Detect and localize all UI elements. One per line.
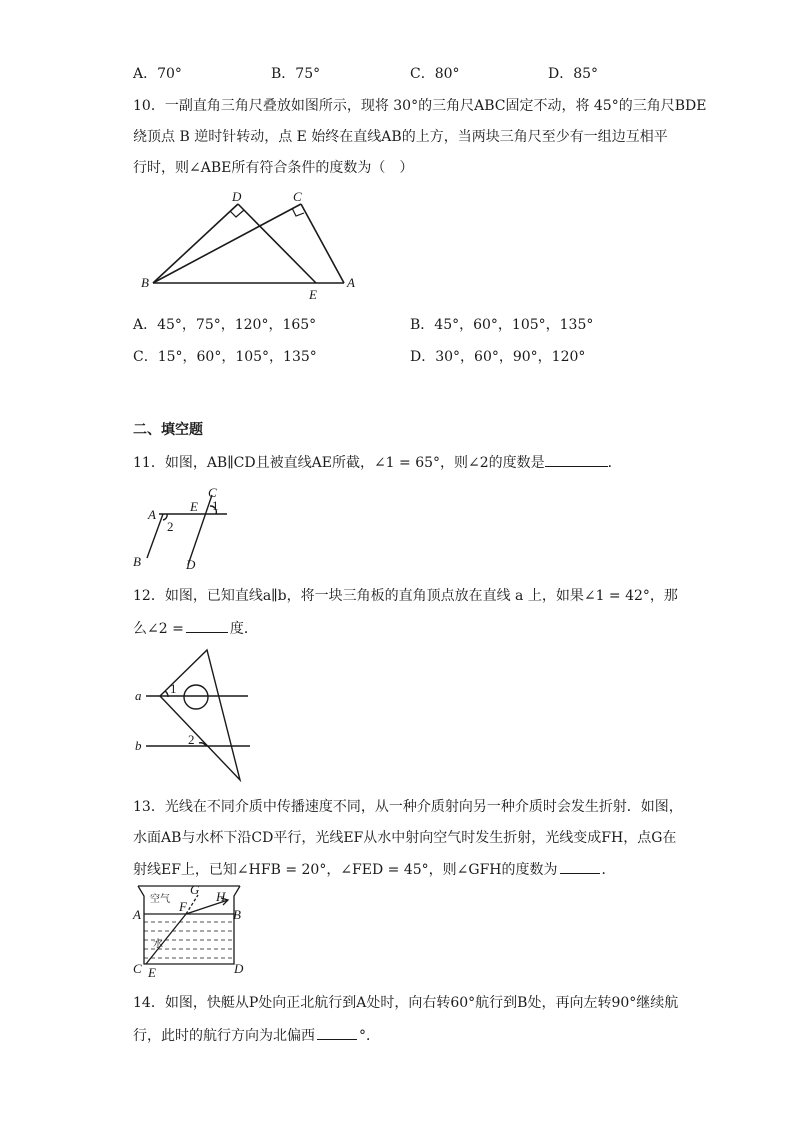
q11-angle-2: 2 [167,519,174,534]
q13-label-h: H [216,889,226,904]
q10-option-a: A．45°，75°，120°，165° [133,317,317,333]
q10-stem-line2: 绕顶点 B 逆时针转动，点 E 始终在直线AB的上方，当两块三角尺至少有一组边互相平 [133,129,668,145]
q10-label-d: D [232,189,242,204]
q13-label-a: A [133,907,141,922]
q10-option-c: C．15°，60°，105°，135° [133,349,317,365]
q10-label-a: A [347,275,355,290]
q11-label-d: D [186,557,196,572]
q12-label-a: a [135,688,142,703]
q10-label-e: E [309,287,317,302]
q11-label-b: B [133,554,141,569]
q11-stem-text: 11．如图，AB∥CD且被直线AE所截，∠1 = 65°，则∠2的度数是 [133,455,545,471]
q11-label-e: E [190,499,198,514]
q9-option-c: C．80° [410,66,460,82]
q12-stem-line1: 12．如图，已知直线a∥b，将一块三角板的直角顶点放在直线 a 上，如果∠1 = 42°，那 [133,588,678,604]
q11-angle-1: 1 [212,498,219,513]
section-heading: 二、填空题 [133,422,203,438]
q13-label-air: 空气 [150,894,170,905]
q9-option-d: D．85° [548,66,599,82]
q12-angle-2: 2 [188,732,195,747]
q13-label-b: B [233,907,241,922]
q12-stem-text: 么∠2 = [133,621,184,637]
q10-stem-line3: 行时，则∠ABE所有符合条件的度数为（ ） [133,160,414,176]
q11-label-a: A [148,507,156,522]
q9-option-a: A．70° [133,66,182,82]
q13-stem-end: ． [601,862,616,878]
q14-stem-line2 [133,1025,380,1046]
q10-stem-line1: 10．一副直角三角尺叠放如图所示，现将 30°的三角尺ABC固定不动，将 45°的三角尺BDE [133,98,707,114]
q13-label-f: F [179,899,187,914]
q13-stem-line1: 13．光线在不同介质中传播速度不同，从一种介质射向另一种介质时会发生折射．如图， [133,799,683,815]
q12-angle-1: 1 [170,681,177,696]
q10-option-d: D．30°，60°，90°，120° [410,349,586,365]
q14-answer-blank[interactable] [317,1025,357,1040]
q10-option-b: B．45°，60°，105°，135° [410,317,594,333]
q13-label-water: 水 [153,939,163,950]
q10-label-c: C [293,189,302,204]
q13-label-g: G [190,882,200,897]
q13-label-c: C [133,961,142,976]
q13-label-e: E [148,965,156,980]
q14-stem-text: 行，此时的航行方向为北偏西 [133,1028,315,1044]
q13-stem-text: 射线EF上，已知∠HFB = 20°，∠FED = 45°，则∠GFH的度数为 [133,862,558,878]
q14-stem-end: °． [359,1028,380,1044]
q9-option-b: B．75° [271,66,321,82]
q11-stem-end: ． [607,455,622,471]
q12-label-b: b [135,738,142,753]
q14-stem-line1: 14．如图，快艇从P处向正北航行到A处时，向右转60°航行到B处，再向左转90°继续航 [133,995,679,1011]
q12-stem-end: 度． [229,621,258,637]
q13-label-d: D [234,961,244,976]
q13-stem-line2: 水面AB与水杯下沿CD平行，光线EF从水中射向空气时发生折射，光线变成FH，点G在 [133,830,677,846]
q11-label-c: C [208,485,217,500]
q10-label-b: B [141,275,149,290]
